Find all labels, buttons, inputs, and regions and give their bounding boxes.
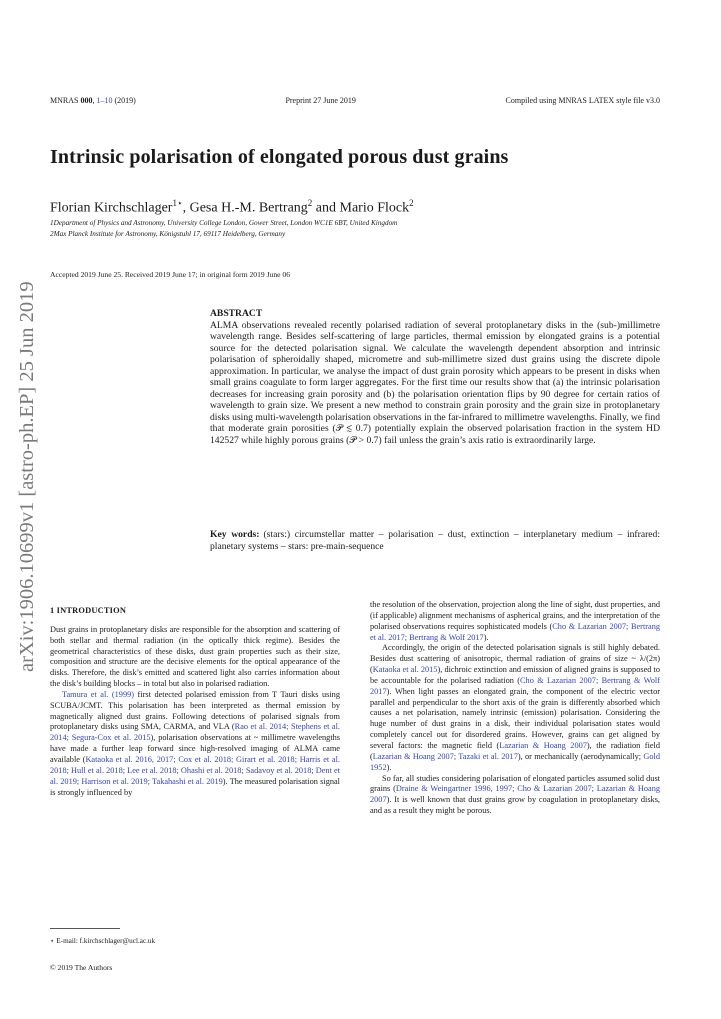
footnote-email: ⋆ E-mail: f.kirchschlager@ucl.ac.uk bbox=[50, 937, 156, 945]
preprint-date: Preprint 27 June 2019 bbox=[285, 96, 356, 105]
intro-paragraph-5: So far, all studies considering polarisation of elongated particles assumed solid dust grains (Draine & Weingartner 1996, 1997; Cho & Lazarian 2007; Lazarian & Hoang 2007). It is well known that dust grains grow by coagulation in protoplanetary disks, and as a result they might be porous. bbox=[370, 773, 660, 816]
compiled-note: Compiled using MNRAS LATEX style file v3.0 bbox=[505, 96, 660, 105]
citation-link[interactable]: Lazarian & Hoang 2007 bbox=[499, 740, 587, 750]
citation-link[interactable]: Cho & Lazarian 2007; Bertrang & Wolf 2017 bbox=[370, 675, 661, 696]
intro-paragraph-4: Accordingly, the origin of the detected polarisation signals is still highly debated. Besides dust scattering of anisotropic, thermal radiation of grains of size ~ λ/(2π) (Kataoka et al. 2015), dichroic extinction and emission of aligned grains is supposed to be accountable for the polarised radiation (Cho & Lazarian 2007; Bertrang & Wolf 2017). When light passes an elongated grain, the component of the electric vector parallel and perpendicular to the short axis of the grain is differently absorbed which causes a net polarisation, namely intrinsic (emission) polarisation. Considering the huge number of dust grains in a disk, their individual polarisation states would completely cancel out for disordered grains. However, grains can get aligned by several factors: the magnetic field (Lazarian & Hoang 2007), the radiation field (Lazarian & Hoang 2007; Tazaki et al. 2017), or mechanically (aerodynamically; Gold 1952). bbox=[370, 643, 661, 772]
intro-paragraph-1: Dust grains in protoplanetary disks are responsible for the absorption and scattering of both stellar and thermal radiation (in the optically thick regime). Besides the geometrical characteristics of these disks, dust grain properties such as their size, composition and structure are the decisive elements for the optical appearance of the disks. Therefore, the disk’s emitted and scattered light also carries information about the disk’s building blocks – in total but also in polarised radiation. bbox=[50, 624, 340, 689]
running-header bbox=[50, 96, 660, 105]
intro-paragraph-2: Tamura et al. (1999) first detected polarised emission from T Tauri disks using SCUBA/JCMT. This polarisation has been interpreted as thermal emission by magnetically aligned dust grains. Following detections of polarised signals from protoplanetary disks using SMA, CARMA, and VLA (Rao et al. 2014; Stephens et al. 2014; Segura-Cox et al. 2015), polarisation observations at ~ millimetre wavelengths have made a further leap forward since high-resolved imaging of ALMA came available (Kataoka et al. 2016, 2017; Cox et al. 2018; Girart et al. 2018; Harris et al. 2018; Hull et al. 2018; Lee et al. 2018; Ohashi et al. 2018; Sadavoy et al. 2018; Dent et al. 2019; Harrison et al. 2019; Takahashi et al. 2019). The measured polarisation signal is strongly influenced by bbox=[50, 689, 340, 797]
citation-link[interactable]: Draine & Weingartner 1996, 1997; Cho & Lazarian 2007; Lazarian & Hoang 2007 bbox=[370, 784, 660, 805]
citation-link[interactable]: Rao et al. 2014; Stephens et al. 2014; Segura-Cox et al. 2015 bbox=[50, 722, 340, 743]
paper-title: Intrinsic polarisation of elongated porous dust grains bbox=[50, 146, 509, 168]
affiliation-1: 1Department of Physics and Astronomy, University College London, Gower Street, London WC1E 6BT, United Kingdom bbox=[50, 219, 398, 227]
citation-link[interactable]: Cho & Lazarian 2007; Bertrang et al. 2017; Bertrang & Wolf 2017 bbox=[370, 621, 660, 642]
citation-link[interactable]: Tamura et al. (1999) bbox=[62, 689, 135, 699]
citation-link[interactable]: Gold 1952 bbox=[370, 751, 660, 772]
left-column bbox=[50, 606, 340, 798]
keywords-text: (stars:) circumstellar matter – polarisation – dust, extinction – interplanetary medium – infrared: planetary systems – stars: pre-main-sequence bbox=[210, 529, 660, 552]
abstract-text: ALMA observations revealed recently polarised radiation of several protoplanetary disks in the (sub-)millimetre wavelength range. Besides self-scattering of large particles, thermal emission by elongated grains is a potential source for the detected polarisation signal. We calculate the wavelength dependent absorption and intrinsic polarisation of spheroidally shaped, micrometre and sub-millimetre sized dust grains using the discrete dipole approximation. In particular, we analyse the impact of dust grain porosity which appears to be present in disks when small grains coagulate to form larger aggregates. For the first time our results show that (a) the intrinsic polarisation decreases for increasing grain porosity and (b) the polarisation orientation flips by 90 degree for certain ratios of wavelength to grain size. We present a new method to constrain grain porosity and the grain size in protoplanetary disks using multi-wavelength polarisation observations in the far-infrared to millimetre wavelengths. Finally, we find that moderate grain porosities (𝒫 ≲ 0.7) potentially explain the observed polarisation fraction in the system HD 142527 while highly porous grains (𝒫 > 0.7) fail unless the grain’s axis ratio is extraordinarily large. bbox=[210, 319, 660, 446]
citation-link[interactable]: Kataoka et al. 2016, 2017; Cox et al. 2018; Girart et al. 2018; Harris et al. 2018; Hull et al. 2018; Lee et al. 2018; Ohashi et al. 2018; Sadavoy et al. 2018; Dent et al. 2019; Harrison et al. 2019; Takahashi et al. 2019 bbox=[50, 754, 340, 786]
abstract-heading: ABSTRACT bbox=[210, 308, 263, 319]
journal-citation: MNRAS 000, 1–10 (2019) bbox=[50, 96, 136, 105]
citation-link[interactable]: Kataoka et al. 2015 bbox=[372, 665, 438, 675]
keywords bbox=[210, 529, 660, 552]
footnote-rule bbox=[50, 928, 120, 929]
right-column bbox=[370, 600, 660, 817]
copyright-notice: © 2019 The Authors bbox=[50, 963, 113, 972]
arxiv-stamp: arXiv:1906.10699v1 [astro-ph.EP] 25 Jun 2019 bbox=[16, 281, 38, 672]
intro-paragraph-3: the resolution of the observation, projection along the line of sight, dust properties, and (if applicable) alignment mechanisms of aspherical grains, and the interpretation of the polarised observations requires sophisticated models (Cho & Lazarian 2007; Bertrang et al. 2017; Bertrang & Wolf 2017). bbox=[370, 600, 660, 642]
author-list: Florian Kirchschlager$^{1⋆}$, Gesa H.-M. Bertrang$^2$ and Mario Flock$^2$ bbox=[50, 198, 414, 216]
affiliation-2: 2Max Planck Institute for Astronomy, Königstuhl 17, 69117 Heidelberg, Germany bbox=[50, 230, 286, 238]
citation-link[interactable]: Lazarian & Hoang 2007; Tazaki et al. 2017 bbox=[372, 751, 518, 761]
pages-link[interactable]: 1–10 bbox=[96, 96, 113, 105]
abstract bbox=[210, 308, 660, 446]
section-heading: 1 INTRODUCTION bbox=[50, 606, 127, 615]
submission-dates: Accepted 2019 June 25. Received 2019 June 17; in original form 2019 June 06 bbox=[50, 270, 290, 279]
keywords-label: Key words: bbox=[210, 529, 260, 540]
